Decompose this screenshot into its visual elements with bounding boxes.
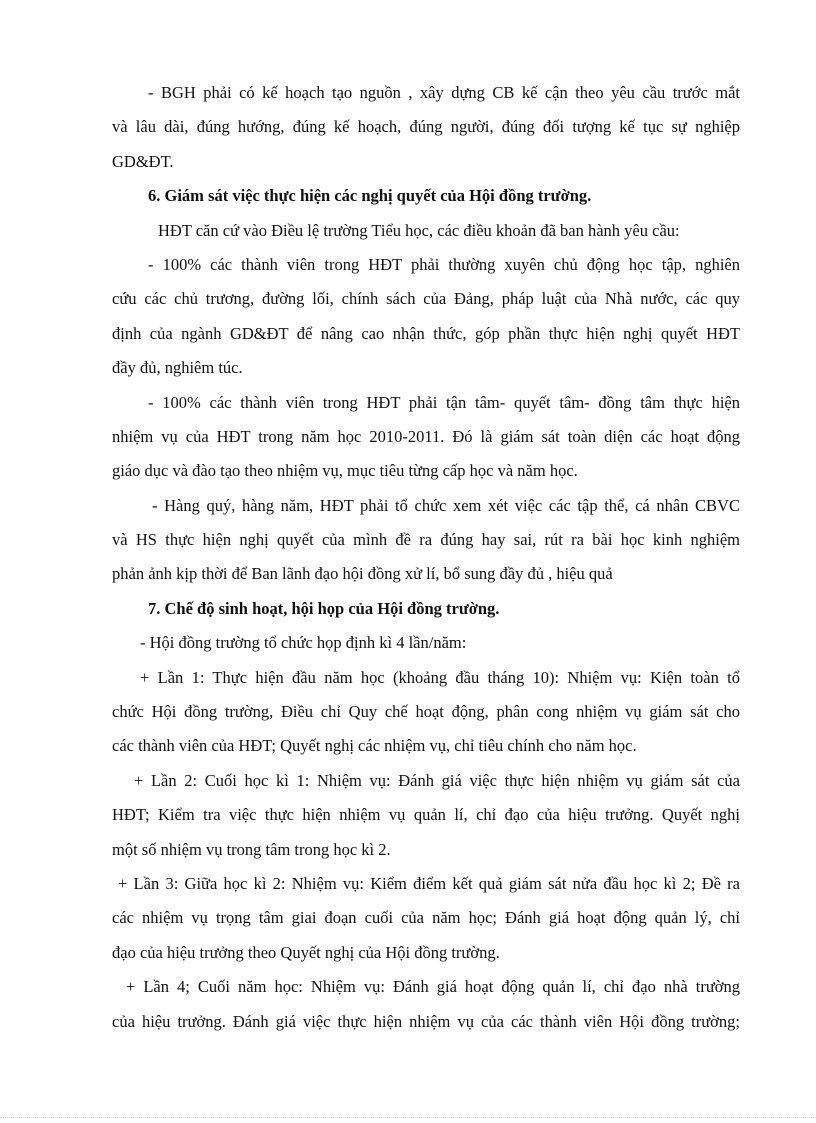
paragraph-line: phản ảnh kịp thời để Ban lãnh đạo hội đồng xử lí, bổ sung đầy đủ , hiệu quả: [112, 564, 613, 584]
paragraph-line: - Hội đồng trường tổ chức họp định kì 4 lần/năm:: [140, 633, 467, 653]
paragraph-line: đạo của hiệu trưởng theo Quyết nghị của Hội đồng trường.: [112, 942, 500, 962]
paragraph-line: và lâu dài, đúng hướng, đúng kế hoạch, đúng người, đúng đối tượng kế tục sự nghiệp: [112, 117, 740, 137]
paragraph-line: đầy đủ, nghiêm túc.: [112, 358, 243, 378]
paragraph-line: GD&ĐT.: [112, 151, 174, 171]
paragraph-line: một số nhiệm vụ trong tâm trong học kì 2.: [112, 839, 391, 859]
paragraph-line: - 100% các thành viên trong HĐT phải thường xuyên chủ động học tập, nghiên: [148, 254, 740, 274]
page-bottom-border: [0, 1117, 816, 1118]
paragraph-line: các thành viên của HĐT; Quyết nghị các nhiệm vụ, chỉ tiêu chính cho năm học.: [112, 736, 637, 756]
paragraph-line: + Lần 2: Cuối học kì 1: Nhiệm vụ: Đánh giá việc thực hiện nhiệm vụ giám sát của: [134, 770, 740, 790]
paragraph-line: + Lần 1: Thực hiện đầu năm học (khoảng đầu tháng 10): Nhiệm vụ: Kiện toàn tổ: [140, 667, 740, 687]
paragraph-line: chức Hội đồng trường, Điều chỉ Quy chế hoạt động, phân cong nhiệm vụ giám sát cho: [112, 702, 740, 722]
section-heading-6: 6. Giám sát việc thực hiện các nghị quyết của Hội đồng trường.: [148, 186, 592, 206]
paragraph-line: - Hàng quý, hàng năm, HĐT phải tổ chức xem xét việc các tập thể, cá nhân CBVC: [152, 495, 740, 515]
paragraph-line: các nhiệm vụ trọng tâm giai đoạn cuối của năm học; Đánh giá hoạt động quản lý, chỉ: [112, 908, 740, 928]
paragraph-line: HĐT; Kiểm tra việc thực hiện nhiệm vụ quản lí, chỉ đạo của hiệu trưởng. Quyết nghị: [112, 805, 740, 825]
paragraph-line: và HS thực hiện nghị quyết của mình đề ra đúng hay sai, rút ra bài học kinh nghiệm: [112, 530, 740, 550]
paragraph-line: + Lần 4; Cuối năm học: Nhiệm vụ: Đánh giá hoạt động quản lí, chỉ đạo nhà trường: [126, 977, 740, 997]
paragraph-line: của hiệu trưởng. Đánh giá việc thực hiện nhiệm vụ của các thành viên Hội đồng trường;: [112, 1011, 740, 1031]
paragraph-line: định của ngành GD&ĐT để nâng cao nhận thức, góp phần thực hiện nghị quyết HĐT: [112, 323, 740, 343]
document-body: [112, 76, 740, 1039]
paragraph-line: cứu các chủ trương, đường lối, chính sách của Đảng, pháp luật của Nhà nước, các quy: [112, 289, 740, 309]
paragraph-line: nhiệm vụ của HĐT trong năm học 2010-2011. Đó là giám sát toàn diện các hoạt động: [112, 426, 740, 446]
paragraph-line: - 100% các thành viên trong HĐT phải tận tâm- quyết tâm- đồng tâm thực hiện: [148, 392, 740, 412]
paragraph-line: + Lần 3: Giữa học kì 2: Nhiệm vụ: Kiểm điểm kết quả giám sát nửa đầu học kì 2; Đề ra: [118, 873, 740, 893]
section-heading-7: 7. Chế độ sinh hoạt, hội họp của Hội đồng trường.: [148, 598, 500, 618]
paragraph-line: - BGH phải có kế hoạch tạo nguồn , xây dựng CB kế cận theo yêu cầu trước mắt: [148, 83, 740, 102]
paragraph-line: HĐT căn cứ vào Điều lệ trường Tiểu học, các điều khoản đã ban hành yêu cầu:: [158, 220, 680, 240]
paragraph-line: giáo dục và đào tạo theo nhiệm vụ, mục tiêu từng cấp học và năm học.: [112, 461, 578, 481]
